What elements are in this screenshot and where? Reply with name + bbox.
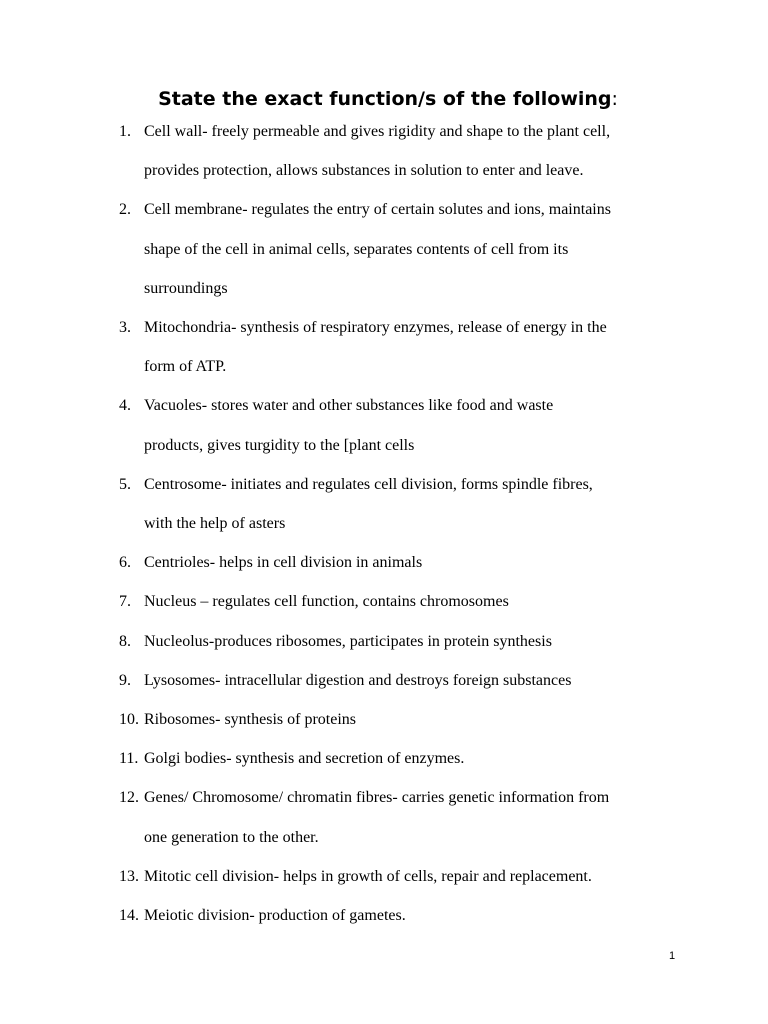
- item-number: 6.: [119, 554, 131, 572]
- item-text-line: Lysosomes- intracellular digestion and destroys foreign substances: [144, 671, 572, 689]
- item-number: 4.: [119, 397, 131, 415]
- item-number: 5.: [119, 475, 131, 493]
- item-number: 11.: [119, 750, 139, 768]
- item-text-line: Meiotic division- production of gametes.: [144, 907, 406, 925]
- item-text-line: surroundings: [144, 279, 228, 297]
- list-item-3: [0, 308, 768, 386]
- item-text-line: Ribosomes- synthesis of proteins: [144, 711, 356, 729]
- item-text-line: with the help of asters: [144, 515, 286, 533]
- item-text-line: Golgi bodies- synthesis and secretion of enzymes.: [144, 750, 465, 768]
- list-item-2: [0, 190, 768, 308]
- item-text-line: provides protection, allows substances in solution to enter and leave.: [144, 162, 584, 180]
- list-item-8: [0, 622, 768, 661]
- function-list: [0, 112, 768, 935]
- list-item-11: [0, 739, 768, 778]
- item-text-line: Vacuoles- stores water and other substances like food and waste: [144, 397, 554, 415]
- item-text-line: Centrioles- helps in cell division in animals: [144, 554, 423, 572]
- item-text-line: shape of the cell in animal cells, separates contents of cell from its: [144, 240, 569, 258]
- item-number: 13.: [119, 867, 139, 885]
- list-item-10: [0, 700, 768, 739]
- list-item-12: [0, 778, 768, 856]
- item-text-line: Cell wall- freely permeable and gives rigidity and shape to the plant cell,: [144, 123, 611, 140]
- item-text-line: one generation to the other.: [144, 828, 319, 846]
- list-item-9: [0, 661, 768, 700]
- item-text-line: Mitochondria- synthesis of respiratory enzymes, release of energy in the: [144, 319, 607, 337]
- item-text-line: Nucleus – regulates cell function, contains chromosomes: [144, 593, 509, 611]
- item-number: 8.: [119, 632, 131, 650]
- item-text-line: Centrosome- initiates and regulates cell division, forms spindle fibres,: [144, 475, 593, 493]
- list-item-1: [0, 112, 768, 190]
- page-number: 1: [668, 950, 676, 962]
- item-text-line: Mitotic cell division- helps in growth of cells, repair and replacement.: [144, 867, 592, 885]
- list-item-7: [0, 582, 768, 621]
- list-item-14: [0, 896, 768, 935]
- title-text: State the exact function/s of the following: [158, 88, 612, 110]
- item-number: 10.: [119, 711, 139, 729]
- item-text-line: Nucleolus-produces ribosomes, participates in protein synthesis: [144, 632, 552, 650]
- item-text-line: products, gives turgidity to the [plant cells: [144, 436, 415, 454]
- list-item-5: [0, 465, 768, 543]
- list-item-13: [0, 857, 768, 896]
- item-number: 2.: [119, 201, 131, 219]
- item-number: 12.: [119, 789, 139, 807]
- item-number: 7.: [119, 593, 131, 611]
- item-text-line: Cell membrane- regulates the entry of certain solutes and ions, maintains: [144, 201, 611, 219]
- item-number: 14.: [119, 907, 139, 925]
- item-text-line: Genes/ Chromosome/ chromatin fibres- carries genetic information from: [144, 789, 610, 807]
- list-item-4: [0, 386, 768, 464]
- title-colon: :: [611, 88, 618, 110]
- item-number: 3.: [119, 319, 131, 337]
- page-title: [0, 86, 768, 112]
- list-item-6: [0, 543, 768, 582]
- item-number: 9.: [119, 671, 131, 689]
- item-number: 1.: [119, 123, 131, 140]
- item-text-line: form of ATP.: [144, 358, 227, 376]
